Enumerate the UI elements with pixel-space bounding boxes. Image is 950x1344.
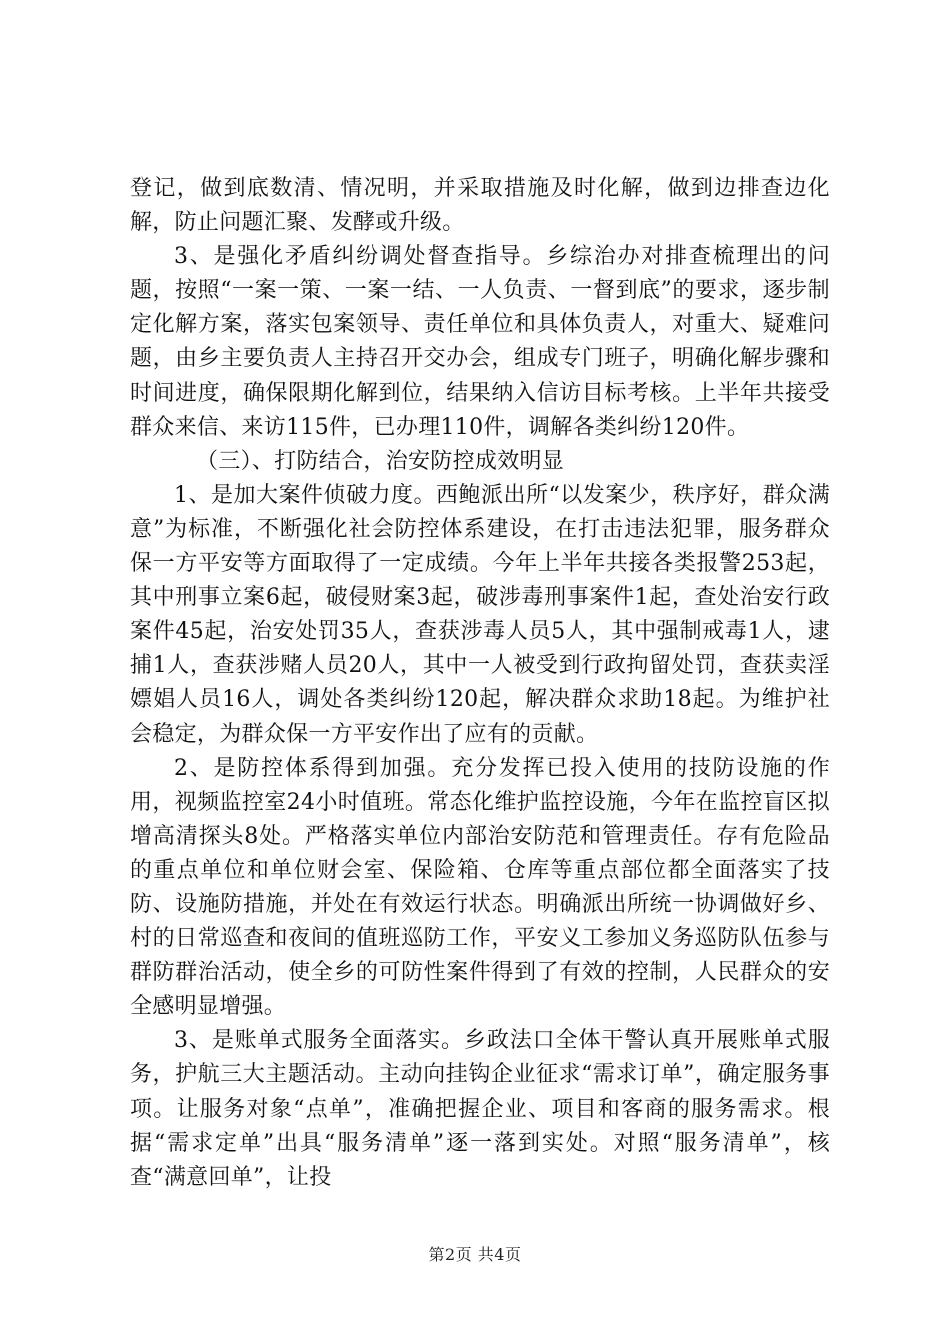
paragraph-item-3-dispute-supervision: 3、是强化矛盾纠纷调处督查指导。乡综治办对排查梳理出的问题，按照“一案一策、一案一结、一人负责、一督到底”的要求，逐步制定化解方案，落实包案领导、责任单位和具体负责人，对重大、疑难问题，由乡主要负责人主持召开交办会，组成专门班子，明确化解步骤和时间进度，确保限期化解到位，结果纳入信访目标考核。上半年共接受群众来信、来访115件，已办理110件，调解各类纠纷120件。 (130, 244, 830, 440)
paragraph-continuation: 登记，做到底数清、情况明，并采取措施及时化解，做到边排查边化解，防止问题汇聚、发酵或升级。 (130, 176, 830, 236)
paragraph-item-1-case-solving: 1、是加大案件侦破力度。西鲍派出所“以发案少，秩序好，群众满意”为标准，不断强化社会防控体系建设，在打击违法犯罪，服务群众保一方平安等方面取得了一定成绩。今年上半年共接各类报警253起，其中刑事立案6起，破侵财案3起，破涉毒刑事案件1起，查处治安行政案件45起，治安处罚35人，查获涉毒人员5人，其中强制戒毒1人，逮捕1人，查获涉赌人员20人，其中一人被受到行政拘留处罚，查获卖淫嫖娼人员16人，调处各类纠纷120起，解决群众求助18起。为维护社会稳定，为群众保一方平安作出了应有的贡献。 (130, 482, 830, 747)
page-footer: 第2页 共4页 (428, 1245, 522, 1264)
document-body (130, 172, 830, 1195)
section-heading-3: （三）、打防结合，治安防控成效明显 (196, 448, 565, 474)
paragraph-item-3-billing-service: 3、是账单式服务全面落实。乡政法口全体干警认真开展账单式服务，护航三大主题活动。主动向挂钩企业征求“需求订单”，确定服务事项。让服务对象“点单”，准确把握企业、项目和客商的服务需求。根据“需求定单”出具“服务清单”逐一落到实处。对照“服务清单”，核查“满意回单”，让投 (130, 1028, 830, 1190)
paragraph-item-2-prevention-system: 2、是防控体系得到加强。充分发挥已投入使用的技防设施的作用，视频监控室24小时值班。常态化维护监控设施，今年在监控盲区拟增高清探头8处。严格落实单位内部治安防范和管理责任。存有危险品的重点单位和单位财会室、保险箱、仓库等重点部位都全面落实了技防、设施防措施，并处在有效运行状态。明确派出所统一协调做好乡、村的日常巡查和夜间的值班巡防工作，平安义工参加义务巡防队伍参与群防群治活动，使全乡的可防性案件得到了有效的控制，人民群众的安全感明显增强。 (130, 755, 830, 1020)
